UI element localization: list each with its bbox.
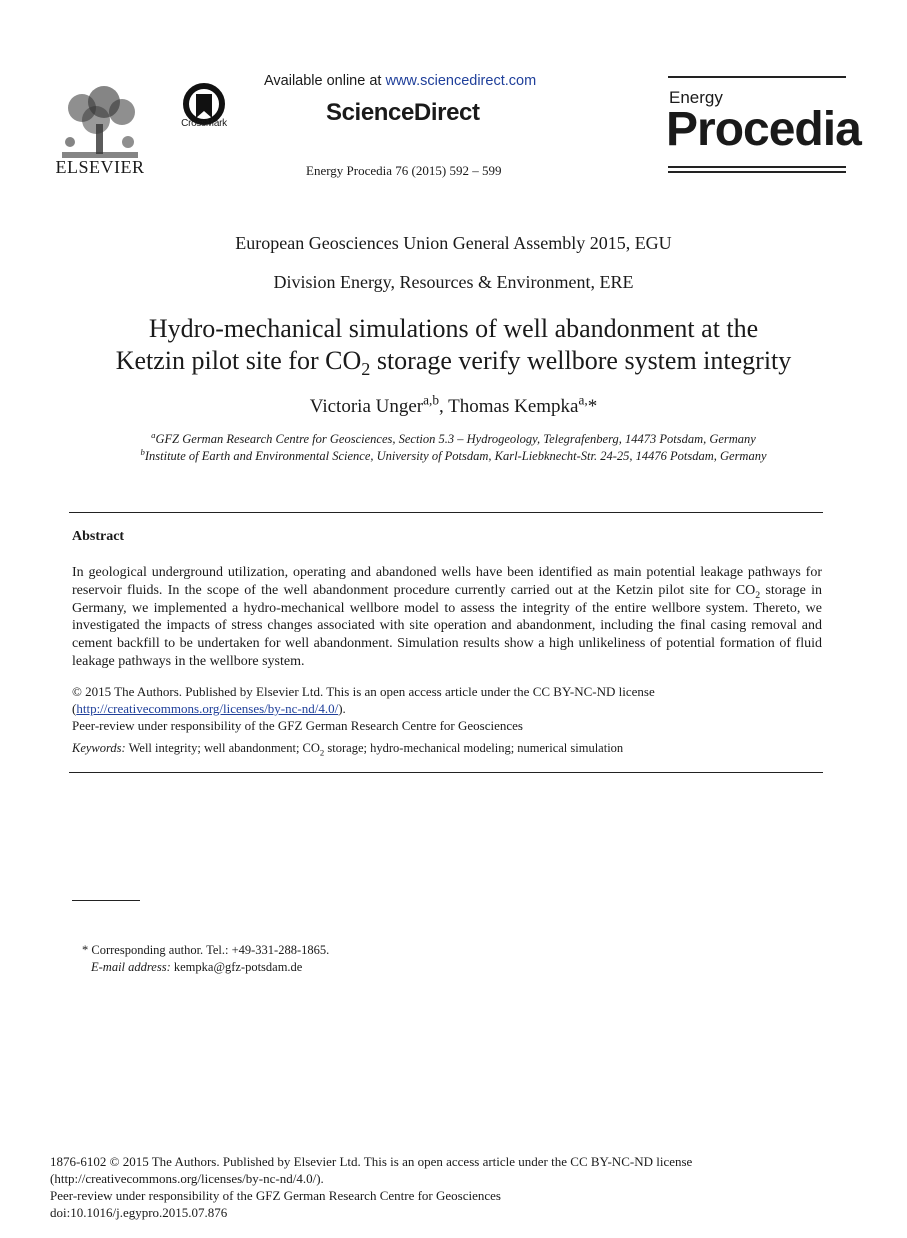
license-line-2: [72, 700, 822, 717]
title-line-1: Hydro-mechanical simulations of well abandonment at the: [148, 314, 759, 343]
license-open: (: [72, 701, 77, 716]
footnote: [82, 942, 329, 976]
license-line-3: Peer-review under responsibility of the GFZ German Research Centre for Geosciences: [72, 718, 523, 733]
affiliation-a: [0, 429, 907, 447]
affil-a-sup: a: [151, 429, 156, 440]
crossmark-label: CrossMark: [181, 118, 227, 129]
authors: [0, 392, 907, 418]
sciencedirect-link[interactable]: www.sciencedirect.com: [385, 73, 537, 89]
license-line-1: © 2015 The Authors. Published by Elsevier Ltd. This is an open access article under the CC BY-NC-ND license: [72, 684, 655, 699]
abstract-sub: 2: [755, 589, 761, 601]
keywords-post: storage; hydro-mechanical modeling; numerical simulation: [324, 741, 624, 755]
corresponding-star: *: [587, 396, 598, 417]
affil-a-text: GFZ German Research Centre for Geosciences, Section 5.3 – Hydrogeology, Telegrafenberg, 14473 Potsdam, Germany: [155, 432, 756, 446]
available-online: [264, 73, 536, 89]
abstract-part-2: storage in Germany, we implemented a hydro-mechanical wellbore model to assess the integrity of the entire wellbore system. Thereto, we investigated the impacts of stress changes associated with site operation and abandonment, including the final casing removal and cement backfill to be undertaken for well abandonment. Simulation results show a high unlikeliness of potential formation of fluid leakage pathways in the wellbore system.: [72, 582, 822, 669]
license-block: [72, 683, 822, 734]
journal-reference: Energy Procedia 76 (2015) 592 – 599: [306, 163, 502, 178]
author-1-affil: a,b: [423, 392, 439, 408]
conference-line-1: European Geosciences Union General Assembly 2015, EGU: [235, 233, 672, 253]
keywords-label: Keywords:: [72, 741, 126, 755]
keywords-pre: Well integrity; well abandonment; CO: [125, 741, 320, 755]
author-2-affil: a,: [578, 392, 588, 408]
procedia-top-rule: [668, 76, 846, 81]
journal-logo-big: Procedia: [666, 103, 861, 156]
keywords-sub: 2: [319, 747, 325, 758]
keywords: [72, 741, 822, 756]
affil-b-text: Institute of Earth and Environmental Science, University of Potsdam, Karl-Liebknecht-Str. 24-25, 14476 Potsdam, Germany: [144, 449, 767, 463]
title-sub: 2: [361, 359, 371, 380]
available-prefix: Available online at: [264, 73, 386, 89]
bottom-info: [50, 1153, 692, 1221]
title-line-2-post: storage verify wellbore system integrity: [370, 346, 792, 375]
author-1: Victoria Unger: [309, 396, 424, 417]
bottom-doi: doi:10.1016/j.egypro.2015.07.876: [50, 1205, 228, 1220]
journal-logo-small: Energy: [669, 88, 723, 107]
abstract-top-rule: [69, 512, 823, 513]
affiliation-b: [0, 446, 907, 464]
license-close: ).: [338, 701, 346, 716]
elsevier-wordmark: ELSEVIER: [55, 157, 145, 177]
abstract-heading: Abstract: [72, 529, 125, 544]
abstract-part-1: In geological underground utilization, operating and abandoned wells have been identified as main potential leakage pathways for reservoir fluids. In the scope of the well abandonment procedure currently carried out at the Ketzin pilot site for CO: [72, 565, 822, 598]
keywords-bottom-rule: [69, 772, 823, 773]
footnote-line-1: * Corresponding author. Tel.: +49-331-288-1865.: [82, 943, 330, 957]
affil-b-sup: b: [140, 446, 145, 457]
title-line-2-pre: Ketzin pilot site for CO: [115, 346, 362, 375]
paper-title: [0, 313, 907, 380]
procedia-bottom-rule: [668, 166, 846, 176]
author-sep: ,: [438, 396, 449, 417]
bottom-line-3: Peer-review under responsibility of the GFZ German Research Centre for Geosciences: [50, 1188, 501, 1203]
abstract-body: [72, 564, 822, 671]
email-label: E-mail address:: [91, 960, 171, 974]
bottom-line-2: (http://creativecommons.org/licenses/by-nc-nd/4.0/).: [50, 1171, 324, 1186]
footnote-rule: [72, 900, 140, 901]
license-link[interactable]: http://creativecommons.org/licenses/by-nc-nd/4.0/: [76, 701, 339, 716]
author-2: Thomas Kempka: [448, 396, 579, 417]
conference-line-2: Division Energy, Resources & Environment, ERE: [273, 272, 634, 292]
footnote-line-2: [82, 959, 329, 976]
sciencedirect-logo: ScienceDirect: [326, 99, 480, 126]
bottom-line-1: 1876-6102 © 2015 The Authors. Published by Elsevier Ltd. This is an open access article under the CC BY-NC-ND license: [50, 1154, 693, 1169]
email-address[interactable]: kempka@gfz-potsdam.de: [170, 960, 303, 974]
